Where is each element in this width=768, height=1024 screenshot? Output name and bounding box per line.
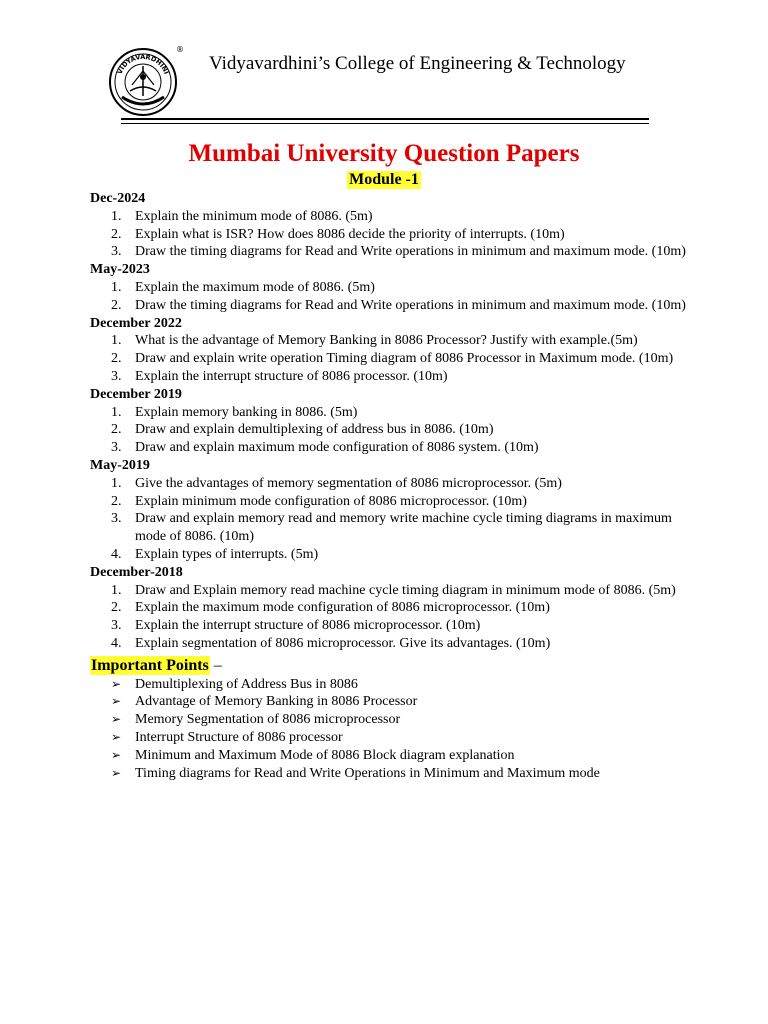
- question-number: 2.: [111, 297, 122, 313]
- page-title: Mumbai University Question Papers: [188, 140, 580, 167]
- question-content: [90, 190, 690, 782]
- question-text: Give the advantages of memory segmentation of 8086 microprocessor. (5m): [135, 475, 562, 491]
- question-item: [90, 635, 690, 653]
- arrowhead-bullet-icon: ➢: [111, 712, 122, 727]
- question-list: [90, 475, 690, 564]
- college-seal-logo-icon: [108, 47, 178, 117]
- question-number: 3.: [111, 440, 122, 456]
- question-item: [90, 475, 690, 493]
- question-text: Draw and explain write operation Timing diagram of 8086 Processor in Maximum mode. (10m): [135, 351, 674, 367]
- question-list: [90, 582, 690, 653]
- question-number: 4.: [111, 546, 122, 562]
- question-text: Explain the minimum mode of 8086. (5m): [135, 208, 373, 224]
- question-text: Draw and Explain memory read machine cycle timing diagram in minimum mode of 8086. (5m): [135, 582, 676, 598]
- sections-list: [90, 190, 690, 653]
- section-heading: Dec-2024: [90, 191, 146, 206]
- header-divider-thin: [121, 123, 649, 124]
- arrowhead-bullet-icon: ➢: [111, 729, 122, 744]
- important-point-item: [90, 765, 690, 783]
- question-text: Draw and explain demultiplexing of address bus in 8086. (10m): [135, 422, 494, 438]
- question-number: 3.: [111, 244, 122, 260]
- section-heading: December-2018: [90, 564, 183, 580]
- question-text: Explain the interrupt structure of 8086 microprocessor. (10m): [135, 618, 481, 634]
- arrowhead-bullet-icon: ➢: [111, 765, 122, 780]
- section-heading: December 2022: [90, 315, 182, 331]
- question-item: [90, 350, 690, 368]
- question-text: Draw the timing diagrams for Read and Write operations in minimum and maximum mode. (10m): [135, 244, 686, 260]
- question-number: 3.: [111, 618, 122, 634]
- question-item: [90, 297, 690, 315]
- important-point-text: Minimum and Maximum Mode of 8086 Block diagram explanation: [135, 747, 515, 763]
- question-number: 1.: [111, 333, 122, 349]
- question-number: 2.: [111, 226, 122, 242]
- heading-dash: –: [209, 656, 222, 674]
- question-text: Explain minimum mode configuration of 8086 microprocessor. (10m): [135, 493, 527, 509]
- important-point-text: Memory Segmentation of 8086 microprocessor: [135, 712, 401, 728]
- question-number: 2.: [111, 600, 122, 616]
- question-list: [90, 332, 690, 385]
- section-heading: December 2019: [90, 386, 182, 402]
- question-text: Explain what is ISR? How does 8086 decide the priority of interrupts. (10m): [135, 226, 565, 242]
- question-text: Draw and explain maximum mode configuration of 8086 system. (10m): [135, 440, 539, 456]
- question-number: 1.: [111, 279, 122, 295]
- important-point-item: [90, 729, 690, 747]
- question-text: Draw and explain memory read and memory write machine cycle timing diagrams in maximum mode of 8086. (10m): [135, 511, 672, 545]
- question-item: [90, 510, 690, 546]
- section-heading: May-2019: [90, 457, 150, 473]
- important-points-heading: Important Points: [91, 656, 209, 674]
- question-number: 2.: [111, 422, 122, 438]
- important-points-list: [90, 676, 690, 783]
- important-point-item: [90, 747, 690, 765]
- important-point-item: [90, 693, 690, 711]
- question-text: Draw the timing diagrams for Read and Write operations in minimum and maximum mode. (10m): [135, 297, 686, 313]
- question-text: Explain the interrupt structure of 8086 processor. (10m): [135, 368, 448, 384]
- header-divider: [121, 118, 649, 120]
- question-text: Explain the maximum mode of 8086. (5m): [135, 279, 375, 295]
- question-item: [90, 332, 690, 350]
- arrowhead-bullet-icon: ➢: [111, 676, 122, 691]
- question-item: [90, 582, 690, 600]
- registered-mark: ®: [176, 45, 184, 54]
- section-heading: May-2023: [90, 262, 150, 278]
- question-number: 3.: [111, 368, 122, 384]
- question-text: Explain types of interrupts. (5m): [135, 546, 319, 562]
- question-number: 1.: [111, 404, 122, 420]
- question-number: 1.: [111, 475, 122, 491]
- question-item: [90, 279, 690, 297]
- question-list: [90, 404, 690, 457]
- question-item: [90, 493, 690, 511]
- question-text: What is the advantage of Memory Banking in 8086 Processor? Justify with example.(5m): [135, 333, 638, 349]
- question-item: [90, 617, 690, 635]
- important-point-item: [90, 676, 690, 694]
- question-text: Explain segmentation of 8086 microprocessor. Give its advantages. (10m): [135, 635, 551, 651]
- svg-text:VIDYAVARDHINI: VIDYAVARDHINI: [115, 52, 171, 76]
- question-list: [90, 279, 690, 315]
- important-point-text: Advantage of Memory Banking in 8086 Processor: [135, 694, 418, 710]
- question-number: 1.: [111, 582, 122, 598]
- question-item: [90, 208, 690, 226]
- question-number: 1.: [111, 208, 122, 224]
- question-item: [90, 404, 690, 422]
- college-name: Vidyavardhini’s College of Engineering & Technology: [209, 53, 626, 74]
- question-number: 3.: [111, 511, 122, 527]
- arrowhead-bullet-icon: ➢: [111, 747, 122, 762]
- question-item: [90, 368, 690, 386]
- document-header: [0, 0, 768, 130]
- question-list: [90, 208, 690, 261]
- question-number: 2.: [111, 493, 122, 509]
- question-number: 2.: [111, 351, 122, 367]
- question-item: [90, 421, 690, 439]
- important-point-text: Interrupt Structure of 8086 processor: [135, 729, 343, 745]
- module-label: Module -1: [349, 171, 419, 188]
- important-point-text: Timing diagrams for Read and Write Operations in Minimum and Maximum mode: [135, 765, 600, 781]
- important-point-item: [90, 711, 690, 729]
- question-text: Explain memory banking in 8086. (5m): [135, 404, 358, 420]
- question-item: [90, 243, 690, 261]
- question-item: [90, 599, 690, 617]
- question-item: [90, 226, 690, 244]
- question-item: [90, 439, 690, 457]
- important-points-heading-row: [90, 656, 690, 676]
- question-text: Explain the maximum mode configuration of 8086 microprocessor. (10m): [135, 600, 550, 616]
- important-point-text: Demultiplexing of Address Bus in 8086: [135, 676, 358, 692]
- arrowhead-bullet-icon: ➢: [111, 694, 122, 709]
- question-item: [90, 546, 690, 564]
- question-number: 4.: [111, 635, 122, 651]
